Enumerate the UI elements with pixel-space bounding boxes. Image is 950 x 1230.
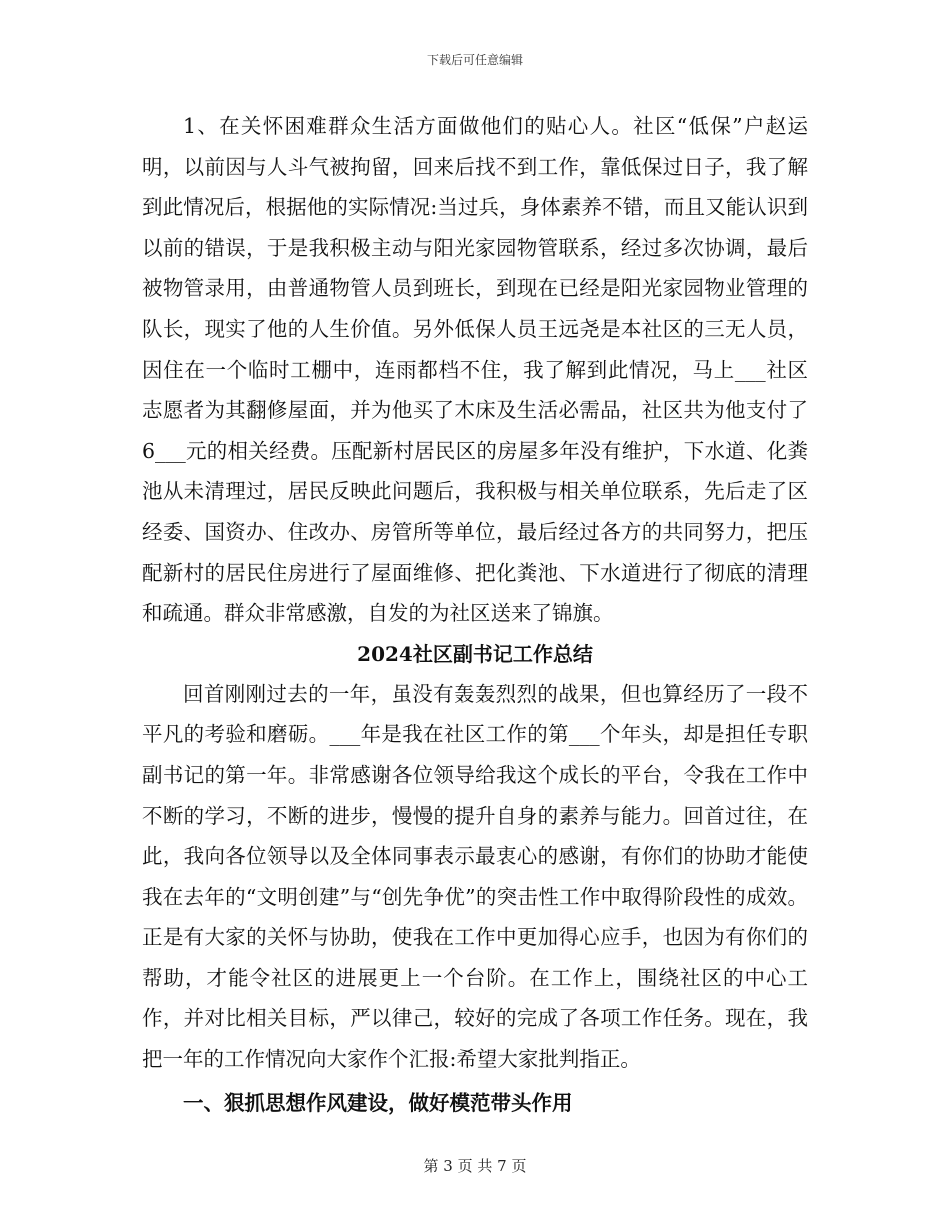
page-number: 第 3 页 共 7 页 — [423, 1157, 527, 1175]
paragraph-care-for-needy: 1、在关怀困难群众生活方面做他们的贴心人。社区“低保”户赵运明，以前因与人斗气被拘留，回来后找不到工作，靠低保过日子，我了解到此情况后，根据他的实际情况:当过兵，身体素养不错，而且又能认识到以前的错误，于是我积极主动与阳光家园物管联系，经过多次协调，最后被物管录用，由普通物管人员到班长，到现在已经是阳光家园物业管理的队长，现实了他的人生价值。另外低保人员王远尧是本社区的三无人员，因住在一个临时工棚中，连雨都档不住，我了解到此情况，马上___社区志愿者为其翻修屋面，并为他买了木床及生活必需品，社区共为他支付了6___元的相关经费。压配新村居民区的房屋多年没有维护，下水道、化粪池从未清理过，居民反映此问题后，我积极与相关单位联系，先后走了区经委、国资办、住改办、房管所等单位，最后经过各方的共同努力，把压配新村的居民住房进行了屋面维修、把化粪池、下水道进行了彻底的清理和疏通。群众非常感激，自发的为社区送来了锦旗。 — [142, 114, 808, 626]
section-heading-1: 一、狠抓思想作风建设，做好模范带头作用 — [183, 1090, 573, 1115]
section-title: 2024社区副书记工作总结 — [357, 641, 593, 666]
page-header-note: 下载后可任意编辑 — [426, 53, 523, 67]
document-body — [142, 106, 808, 1124]
paragraph-year-review: 回首刚刚过去的一年，虽没有轰轰烈烈的战果，但也算经历了一段不平凡的考验和磨砺。___年是我在社区工作的第___个年头，却是担任专职副书记的第一年。非常感谢各位领导给我这个成长的平台，令我在工作中不断的学习，不断的进步，慢慢的提升自身的素养与能力。回首过往，在此，我向各位领导以及全体同事表示最衷心的感谢，有你们的协助才能使我在去年的“文明创建”与“创先争优”的突击性工作中取得阶段性的成效。正是有大家的关怀与协助，使我在工作中更加得心应手，也因为有你们的帮助，才能令社区的进展更上一个台阶。在工作上，围绕社区的中心工作，并对比相关目标，严以律己，较好的完成了各项工作任务。现在，我把一年的工作情况向大家作个汇报:希望大家批判指正。 — [142, 681, 808, 1072]
